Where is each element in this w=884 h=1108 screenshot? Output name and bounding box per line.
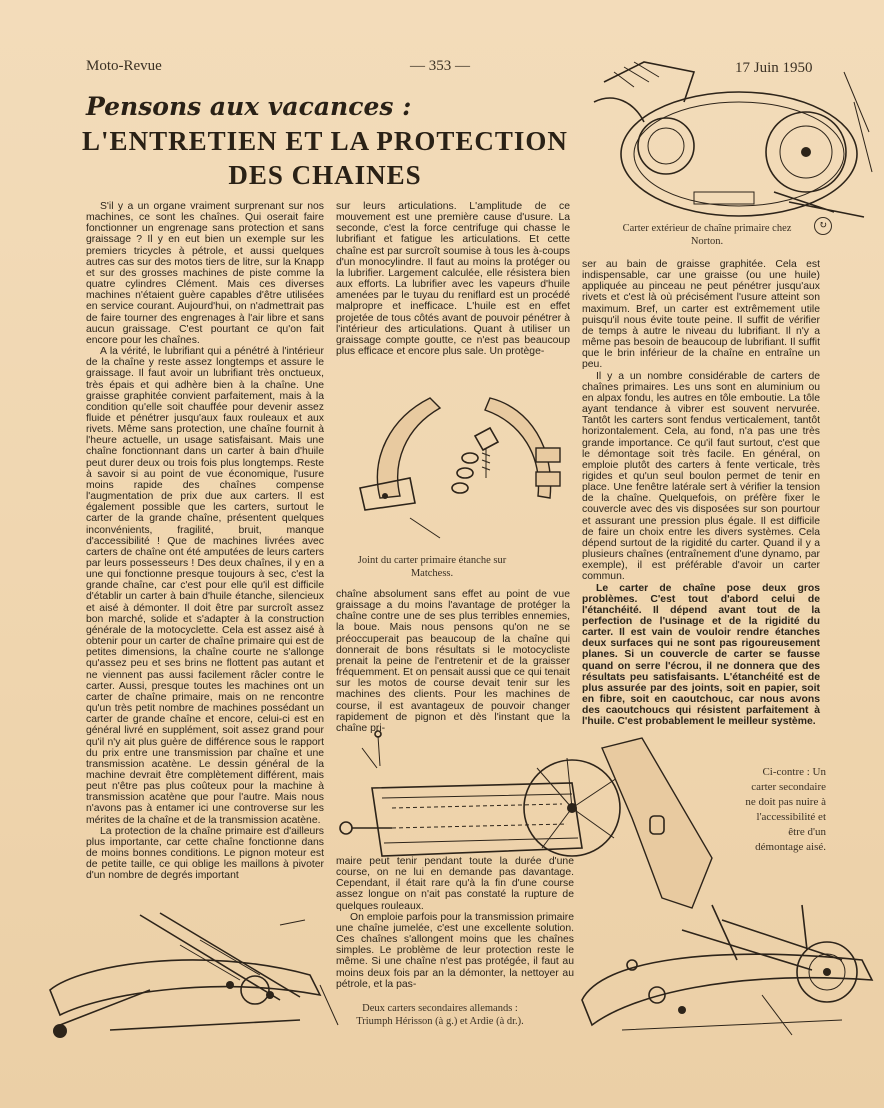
caption-ci-contre: Ci-contre : Un carter secondaire ne doit pas nuire à l'accessibilité et être d'un démontage aisé. (745, 766, 826, 853)
caption-norton: Carter extérieur de chaîne primaire chez Norton. (622, 223, 792, 247)
title-kicker: Pensons aux vacances : (86, 92, 412, 121)
title-line-2: DES CHAINES (228, 160, 422, 190)
caption-deux-carters: Deux carters secondaires allemands : Triumph Hérisson (à g.) et Ardie (à dr.). (356, 1003, 524, 1027)
article-column-2-top (336, 201, 570, 357)
paragraph: S'il y a un organe vraiment surprenant sur nos machines, ce sont les chaînes. Qui oserait faire fonctionner un engrenage sans protection et sans graissage ? Il y en eut bien un exemple sur les premiers tricycles à pétrole, et aussi quelques autres cas sur des motos tiers de litre, sur la Knapp et sur des grosses machines de piste comme la quatre cylindres Clément. Mais ces diverses machines n'étaient guère capables d'être utilisées en service courant. Aujourd'hui, on n'admettrait pas de faire tourner des engrenages à l'air libre et sans aucun graissage. C'est pourtant ce qu'on fait encore pour les chaînes. (86, 201, 324, 346)
paragraph: sur leurs articulations. L'amplitude de ce mouvement est une première cause d'usure. La seconde, c'est la force centrifuge qui chasse le lubrifiant et fatigue les articulations. Et cette chaîne est par surcroît soumise à tous les à-coups d'un monocylindre. Il faut au moins la protéger ou la lubrifier. Largement calculée, elle résistera bien aux efforts. La lubrifier avec les vapeurs d'huile amenées par le tuyau du reniflard est un procédé malpropre et inefficace. L'huile est en effet projetée de tous côtés avant de pouvoir pénétrer à l'intérieur des articulations. Quant à utiliser un graissage compte goutte, ce n'est pas beaucoup plus efficace et encore plus sale. Un protège- (336, 201, 570, 358)
paragraph: A la vérité, le lubrifiant qui a pénétré à l'intérieur de la chaîne y reste assez longtemps et assure le graissage. Il faut avoir un lubrifiant très onctueux, très épais et qui adhère bien à la chaîne. Une graisse graphitée convient parfaitement, mais à la condition qu'elle soit chauffée pour devenir assez fluide et pénétrer jusqu'aux faux rouleaux et aux rivets. Même sans protection, une chaîne fournit à l'heure actuelle, un usage satisfaisant. Mais une chaîne fonctionnant dans un carter à bain d'huile peut durer deux ou trois fois plus longtemps. Reste à savoir si au point de vue économique, l'usure moins rapide des chaînes compense l'augmentation de prix due aux carters. Il est également possible que les carters, surtout le carter de la grande chaîne, présentent quelques inconvénients, fragilité, bruit, manque d'accessibilité ! Que de machines livrées avec carters de chaîne ont été amputées de leurs carters par leurs possesseurs ! Des deux chaînes, il y en a une qui fonctionne presque toujours à sec, c'est la grande chaîne, car c'est pour elle qu'il est difficile d'établir un carter à bain d'huile étanche, silencieux et aisé à démonter. Il doit être par surcroît assez bon marché, solide et s'adapter à la construction générale de la motocyclette. Cela est assez aisé à obtenir pour un carter de chaîne primaire qui est de petites dimensions, la chaîne courte ne s'allonge qu'assez peu et ses brins ne flottent pas autant et ne viennent pas aussi facilement râcler contre le carter. Aussi, presque toutes les machines ont un carter de chaîne primaire, mais on ne rencontre qu'un très petit nombre de machines possédant un carter de grande chaîne et encore, celui-ci est en général livré en supplément, soit assez grand pour qu'il n'y ait plus guère de différence sous le rapport du prix entre une transmission par chaîne et une transmission acatène. Le dessin général de la machine devrait être complètement différent, mais peut n'être pas plus coûteux pour la machine à transmission acatène que pour l'autre. Mais nous n'avons pas à entamer ici une controverse sur les mérites de la chaîne et de la transmission acatène. (86, 346, 324, 826)
paragraph: La protection de la chaîne primaire est d'ailleurs plus importante, car cette chaîne fonctionne dans de moins bonnes conditions. Le pignon moteur est de petite taille, ce qui oblige les maillons à pivoter d'un nombre de degrés important (86, 825, 324, 882)
caption-matchless: Joint du carter primaire étanche sur Matchess. (357, 555, 507, 579)
matchless-joint-illustration (340, 378, 572, 556)
article-column-2-bottom (336, 856, 574, 990)
paragraph: maire peut tenir pendant toute la durée d'une course, on ne lui en demande pas davantage. Cependant, il était rare qu'à la fin d'une course assez longue on n'ait pas constaté la rupture de quelques rouleaux. (336, 856, 574, 912)
article-column-1 (86, 201, 324, 882)
magazine-name: Moto-Revue (86, 58, 162, 74)
photo-credit-icon: ↻ (814, 217, 832, 235)
issue-date: 17 Juin 1950 (735, 60, 813, 76)
paragraph: chaîne absolument sans effet au point de vue graissage a du moins l'avantage de protéger la chaîne contre une de ses plus terribles ennemies, la boue. Mais nous pensons qu'on ne se préoccuperait pas beaucoup de la chaîne qui donnerait de bons résultats si le motocycliste prenait la peine de l'entretenir et de la graisser fréquemment. Et on pensait aussi que ce qui tenait sur les motos de course devait tenir sur les machines des clients. Pour les machines de course, il est avantageux de pouvoir changer rapidement de pignon et dès l'instant que la chaîne pri- (336, 589, 570, 734)
title-line-1: L'ENTRETIEN ET LA PROTECTION (82, 126, 568, 156)
ardie-carter-illustration (562, 900, 884, 1050)
norton-chaincase-illustration (574, 42, 874, 222)
paragraph: On emploie parfois pour la transmission primaire une chaîne jumelée, c'est une excellente solution. Ces chaînes s'allongent moins que les chaînes simples. Le problème de leur protection reste le même. Si une chaîne n'est pas protégée, il faut au moins deux fois par an la démonter, la nettoyer au pétrole, et la pas- (336, 911, 574, 990)
article-column-2-middle (336, 589, 570, 734)
paragraph: Le carter de chaîne pose deux gros problèmes. C'est tout d'abord celui de l'étanchéité. Il dépend avant tout de la perfection de l'usinage et de la rigidité du carter. Il est vain de vouloir rendre étanches deux surfaces qui ne sont pas rigoureusement planes. Si un couvercle de carter se fausse quand on serre l'écrou, il ne donnera que des résultats peu satisfaisants. L'étanchéité est de plus assurée par des joints, soit en papier, soit en fibre, soit en caoutchouc, car nous avons des caoutchoucs qui résistent parfaitement à l'huile. C'est probablement le meilleur système. (582, 582, 820, 728)
page-number: — 353 — (410, 58, 470, 74)
triumph-herisson-carter-illustration (40, 905, 340, 1050)
article-column-3 (582, 259, 820, 728)
paragraph: ser au bain de graisse graphitée. Cela est indispensable, car une graisse (ou une huile) appliquée au pinceau ne peut pénétrer jusqu'aux rivets et c'est là où précisément l'usure atteint son maximum. Bref, un carter est extrêmement utile puisqu'il nous évite toute peine. Il suffit de vérifier de temps à autre le niveau du lubrifiant. Il n'y a même pas besoin de beaucoup de lubrifiant. Il suffit que le brin inférieur de la chaîne en entraîne un peu. (582, 259, 820, 371)
paragraph: Il y a un nombre considérable de carters de chaînes primaires. Les uns sont en aluminium ou en alpax fondu, les autres en tôle emboutie. La tôle ayant tendance à vibrer est souvent nervurée. Tantôt les carters sont fendus verticalement, tantôt horizontalement. Cela, au fond, n'a pas une très grande importance. Ce qu'il faut surtout, c'est que le démontage soit très facile. En général, on emploie plutôt des carters à fente verticale, très rigides et qu'un seul boulon permet de tenir en place. Une fenêtre latérale sert à vérifier la tension de la chaîne. Quelquefois, on préfère fixer le couvercle avec des vis disposées sur son pourtour et assurant une pression plus égale. Il est difficile de faire un choix entre les divers systèmes. Cela dépend surtout de la rigidité du carter. Quand il y a plusieurs chaînes (entraînement d'une dynamo, par exemple), il est préférable d'avoir un carter commun. (582, 370, 820, 583)
